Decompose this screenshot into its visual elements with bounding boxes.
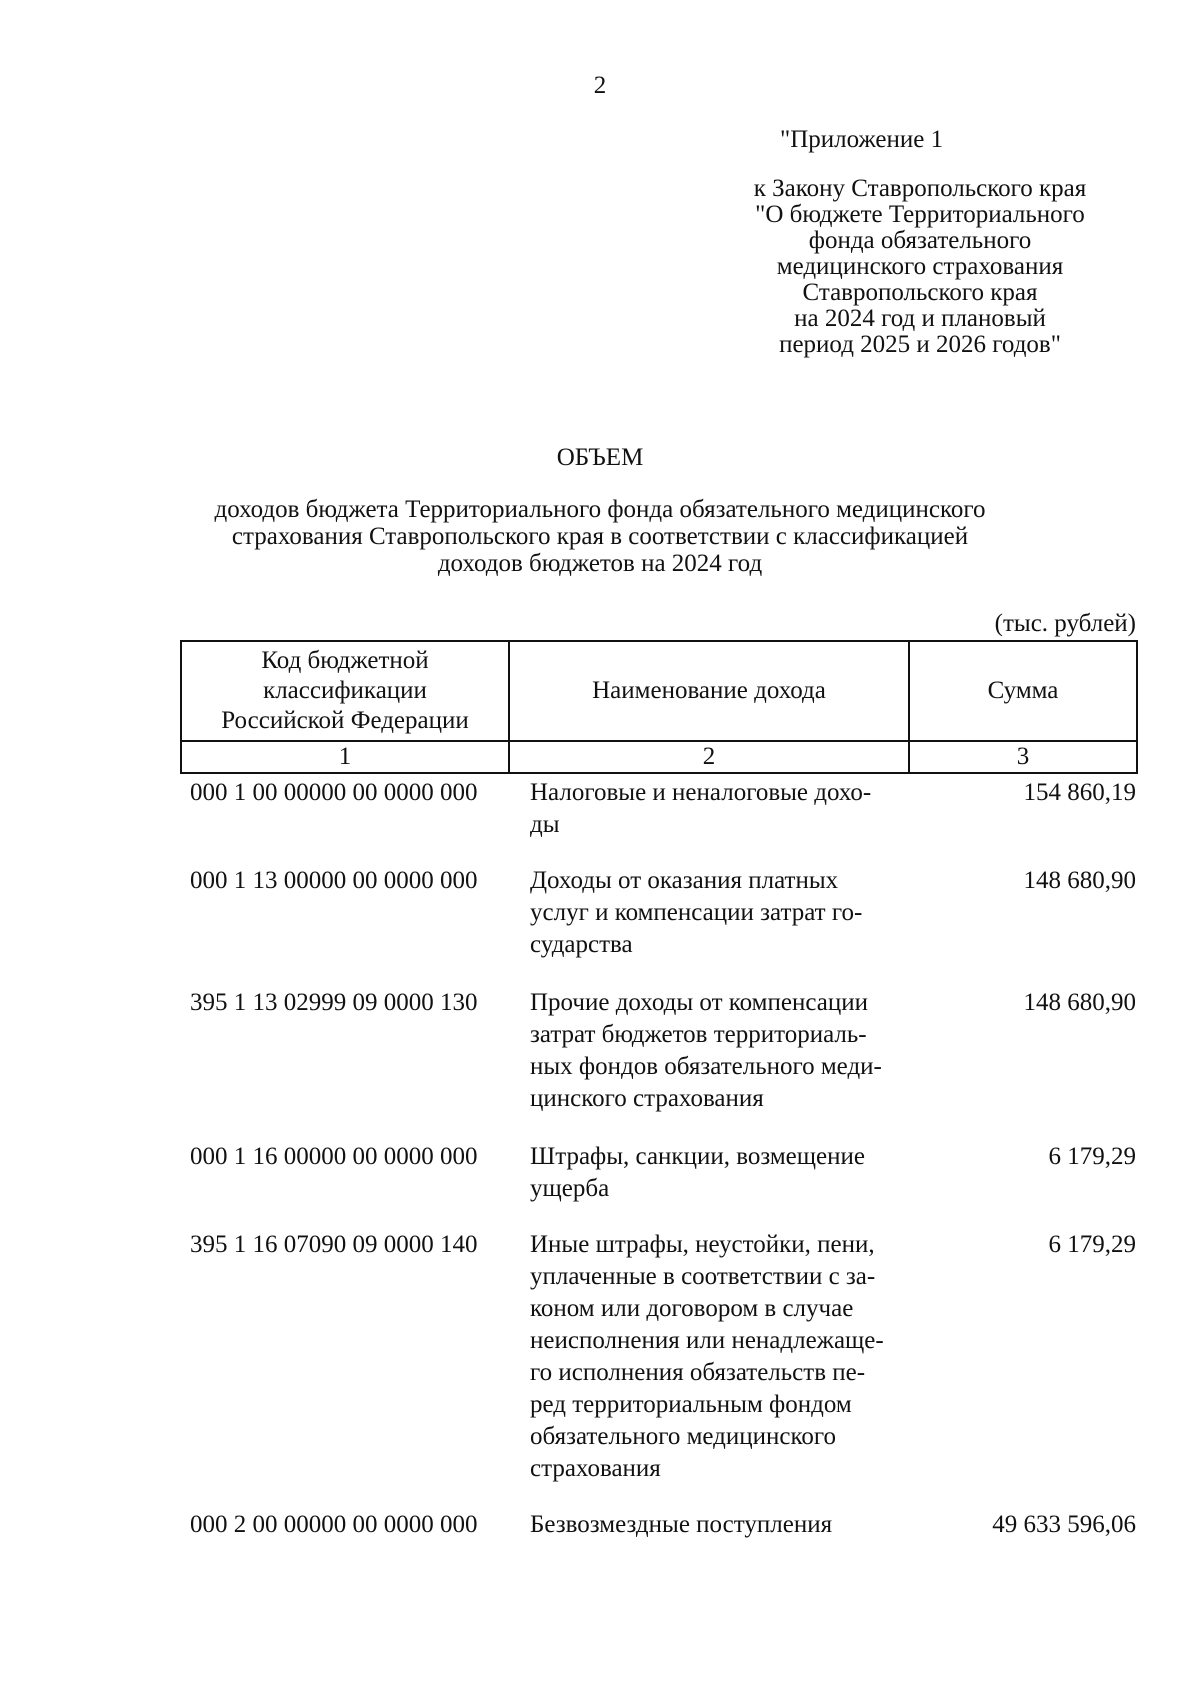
row-name-line: сударства — [530, 931, 633, 958]
document-title: ОБЪЕМ — [556, 444, 644, 471]
row-name — [530, 1509, 930, 1549]
row-sum: 148 680,90 — [1023, 867, 1136, 894]
row-name — [530, 1229, 930, 1509]
row-name-line: услуг и компенсации затрат го- — [530, 899, 863, 926]
subtitle-line: доходов бюджета Территориального фонда обязательного медицинского — [214, 496, 986, 523]
row-name-line: Штрафы, санкции, возмещение — [530, 1143, 865, 1170]
appendix-reference — [700, 176, 1140, 358]
row-name-line: Иные штрафы, неустойки, пени, — [530, 1231, 875, 1258]
document-subtitle — [100, 496, 1100, 577]
header-name-line: Наименование дохода — [592, 677, 826, 704]
row-name-line: затрат бюджетов территориаль- — [530, 1021, 867, 1048]
appendix-line: "О бюджете Территориального — [755, 201, 1085, 228]
appendix-title: "Приложение 1 — [780, 126, 944, 153]
table-row — [190, 1229, 1136, 1509]
row-name-line: ды — [530, 811, 560, 838]
page-number: 2 — [593, 72, 607, 99]
header-code-line: классификации — [263, 677, 427, 704]
row-name-line: Безвозмездные поступления — [530, 1511, 833, 1538]
header-code — [181, 641, 509, 741]
table-row — [190, 1509, 1136, 1549]
header-sum-line: Сумма — [987, 677, 1059, 704]
row-name-line: страхования — [530, 1455, 661, 1482]
row-code: 000 1 00 00000 00 0000 000 — [190, 779, 478, 806]
row-name — [530, 987, 930, 1141]
row-sum: 6 179,29 — [1048, 1143, 1136, 1170]
table-row — [190, 865, 1136, 987]
row-name-line: ред территориальным фондом — [530, 1391, 852, 1418]
subtitle-line: страхования Ставропольского края в соответствии с классификацией — [231, 523, 969, 550]
appendix-line: период 2025 и 2026 годов" — [779, 331, 1061, 358]
row-name-line: го исполнения обязательств пе- — [530, 1359, 866, 1386]
appendix-line: фонда обязательного — [808, 227, 1032, 254]
table-row — [190, 987, 1136, 1141]
row-name-line: ущерба — [530, 1175, 610, 1202]
row-sum: 148 680,90 — [1023, 989, 1136, 1016]
row-name-line: Налоговые и неналоговые дохо- — [530, 779, 872, 806]
row-code: 000 1 16 00000 00 0000 000 — [190, 1143, 478, 1170]
header-sum — [909, 641, 1137, 741]
row-name — [530, 1141, 930, 1229]
table-body — [190, 777, 1136, 1549]
row-sum: 6 179,29 — [1048, 1231, 1136, 1258]
row-code: 395 1 16 07090 09 0000 140 — [190, 1231, 478, 1258]
header-code-line: Код бюджетной — [261, 647, 429, 674]
appendix-line: к Закону Ставропольского края — [753, 175, 1087, 202]
row-name-line: Доходы от оказания платных — [530, 867, 839, 894]
row-code: 000 1 13 00000 00 0000 000 — [190, 867, 478, 894]
table-row — [190, 1141, 1136, 1229]
appendix-line: на 2024 год и плановый — [794, 305, 1046, 332]
row-name-line: неисполнения или ненадлежаще- — [530, 1327, 884, 1354]
header-code-line: Российской Федерации — [221, 707, 469, 734]
row-code: 395 1 13 02999 09 0000 130 — [190, 989, 478, 1016]
units-label: (тыс. рублей) — [994, 610, 1136, 637]
column-number: 2 — [509, 741, 909, 773]
row-code: 000 2 00 00000 00 0000 000 — [190, 1511, 478, 1538]
subtitle-line: доходов бюджетов на 2024 год — [437, 550, 763, 577]
row-name-line: ных фондов обязательного меди- — [530, 1053, 882, 1080]
row-sum: 154 860,19 — [1023, 779, 1136, 806]
row-name — [530, 777, 930, 865]
row-sum: 49 633 596,06 — [992, 1511, 1136, 1538]
table-row — [190, 777, 1136, 865]
row-name-line: уплаченные в соответствии с за- — [530, 1263, 876, 1290]
row-name-line: цинского страхования — [530, 1085, 764, 1112]
row-name-line: коном или договором в случае — [530, 1295, 854, 1322]
column-number: 3 — [909, 741, 1137, 773]
row-name — [530, 865, 930, 987]
table-header — [180, 640, 1138, 774]
appendix-line: Ставропольского края — [802, 279, 1038, 306]
appendix-line: медицинского страхования — [776, 253, 1064, 280]
column-number: 1 — [181, 741, 509, 773]
row-name-line: обязательного медицинского — [530, 1423, 837, 1450]
header-name — [509, 641, 909, 741]
row-name-line: Прочие доходы от компенсации — [530, 989, 868, 1016]
